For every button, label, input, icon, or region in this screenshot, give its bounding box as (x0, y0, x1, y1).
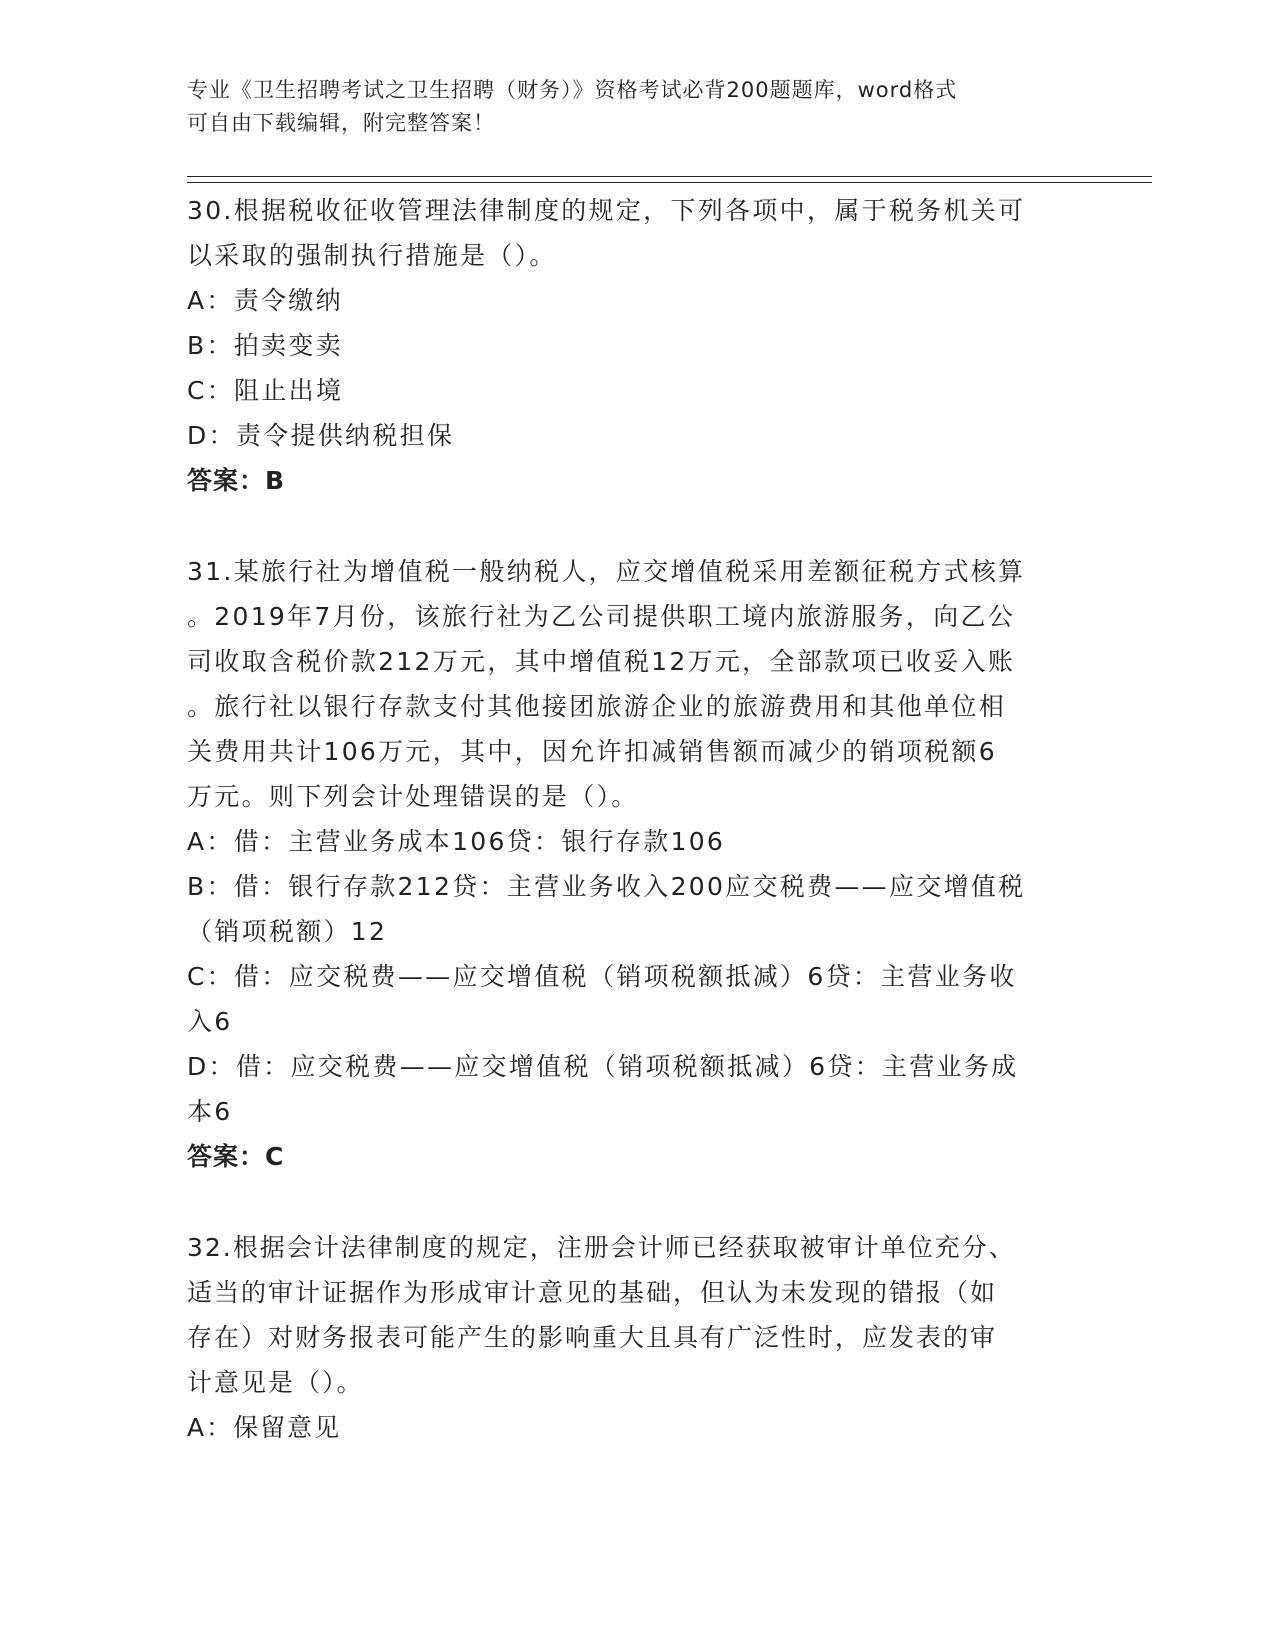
option-c-continued: 入6 (187, 1007, 233, 1036)
question-text: 适当的审计证据作为形成审计意见的基础，但认为未发现的错报（如 (187, 1278, 998, 1307)
question-text: 。2019年7月份，该旅行社为乙公司提供职工境内旅游服务，向乙公 (187, 602, 1016, 631)
question-31 (187, 549, 1067, 1179)
question-list (187, 188, 1067, 1496)
question-text: 计意见是（）。 (187, 1368, 364, 1397)
document-header (187, 74, 1067, 140)
document-page (187, 0, 1152, 1650)
question-text: 32.根据会计法律制度的规定，注册会计师已经获取被审计单位充分、 (187, 1233, 1016, 1262)
option-b: B：借：银行存款212贷：主营业务收入200应交税费——应交增值税 (187, 872, 1026, 901)
question-32 (187, 1225, 1067, 1450)
option-a: A：借：主营业务成本106贷：银行存款106 (187, 827, 726, 856)
question-30 (187, 188, 1067, 503)
header-divider (187, 176, 1152, 183)
header-line: 专业《卫生招聘考试之卫生招聘（财务）》资格考试必背200题题库，word格式 (187, 78, 958, 102)
question-text: 司收取含税价款212万元，其中增值税12万元，全部款项已收妥入账 (187, 647, 1016, 676)
option-a: A：保留意见 (187, 1413, 342, 1442)
question-text: 30.根据税收征收管理法律制度的规定，下列各项中，属于税务机关可 (187, 196, 1026, 225)
option-d: D：责令提供纳税担保 (187, 421, 455, 450)
question-text: 。旅行社以银行存款支付其他接团旅游企业的旅游费用和其他单位相 (187, 692, 1007, 721)
question-text: 万元。则下列会计处理错误的是（）。 (187, 782, 639, 811)
option-d: D：借：应交税费——应交增值税（销项税额抵减）6贷：主营业务成 (187, 1052, 1019, 1081)
question-text: 存在）对财务报表可能产生的影响重大且具有广泛性时，应发表的审 (187, 1323, 998, 1352)
question-text: 以采取的强制执行措施是（）。 (187, 241, 557, 270)
option-b-continued: （销项税额）12 (187, 917, 388, 946)
question-text: 31.某旅行社为增值税一般纳税人，应交增值税采用差额征税方式核算 (187, 557, 1026, 586)
option-c: C：阻止出境 (187, 376, 344, 405)
answer-label: 答案：B (187, 466, 286, 495)
header-line: 可自由下载编辑，附完整答案！ (187, 111, 495, 135)
question-text: 关费用共计106万元，其中，因允许扣减销售额而减少的销项税额6 (187, 737, 997, 766)
answer-label: 答案：C (187, 1142, 285, 1171)
option-a: A：责令缴纳 (187, 286, 343, 315)
option-c: C：借：应交税费——应交增值税（销项税额抵减）6贷：主营业务收 (187, 962, 1017, 991)
option-b: B：拍卖变卖 (187, 331, 343, 360)
option-d-continued: 本6 (187, 1097, 233, 1126)
